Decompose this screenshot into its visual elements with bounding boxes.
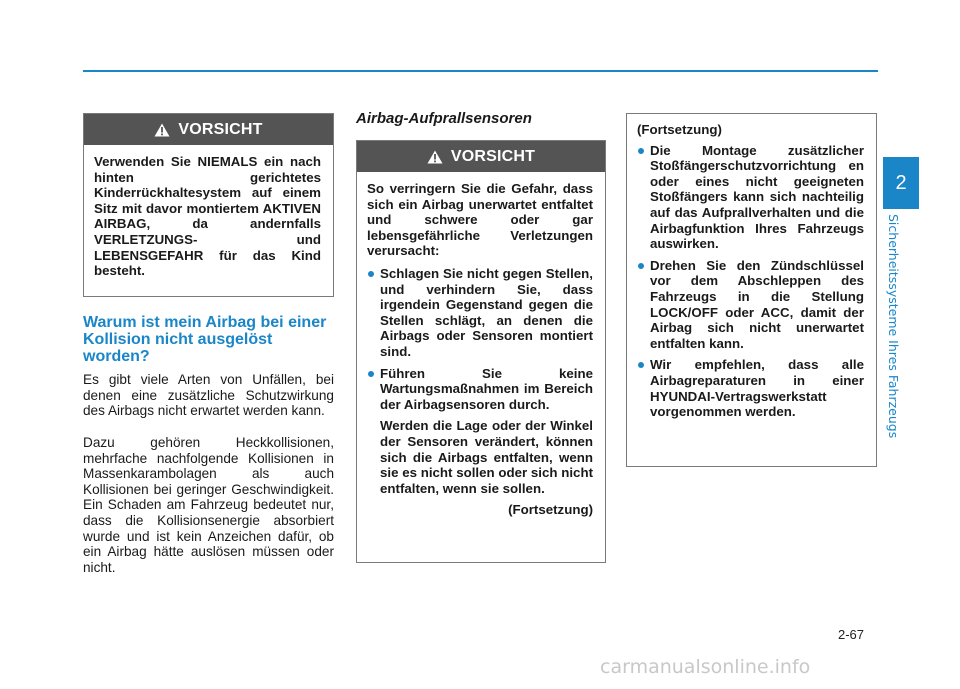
caution-body [84, 145, 333, 289]
caution-intro: So verringern Sie die Gefahr, dass sich ein Airbag unerwartet entfaltet und schwere oder gar lebensgefährliche Verletzungen verursacht: [367, 181, 593, 259]
caution-box-right [626, 113, 877, 467]
bullet-item: Führen Sie keine Wartungsmaßnahmen im Bereich der Airbagsensoren durch. [367, 366, 593, 413]
caution-text: Verwenden Sie NIEMALS ein nach hinten gerichtetes Kinderrückhaltesystem auf einem Sitz mit davor montiertem AKTIVEN AIRBAG, da andernfalls VERLETZUNGS- und LEBENSGEFAHR für das Kind besteht. [94, 154, 321, 279]
bullet-item: Drehen Sie den Zündschlüssel vor dem Abschleppen des Fahrzeugs in die Stellung LOCK/OFF oder ACC, damit der Airbag sich nicht unerwartet entfalten kann. [637, 258, 864, 352]
section-heading: Warum ist mein Airbag bei einer Kollision nicht ausgelöst worden? [83, 314, 327, 365]
chapter-number: 2 [895, 171, 907, 194]
subsection-heading: Airbag-Aufprallsensoren [356, 110, 532, 127]
caution-label: VORSICHT [450, 147, 536, 165]
warning-triangle-icon [427, 150, 443, 164]
continued-label: (Fortsetzung) [637, 122, 722, 137]
body-paragraph-1: Es gibt viele Arten von Unfällen, bei denen eine zusätzliche Schutzwirkung des Airbags nicht erwartet werden kann. [83, 372, 334, 419]
bullet-item: Die Montage zusätzlicher Stoßfängerschutzvorrichtung en oder eines nicht geeigneten Stoßfängers kann sich nachteilig auf das Aufprallverhalten und die Airbagfunktion Ihres Fahrzeugs auswirken. [637, 143, 864, 252]
caution-header [84, 114, 333, 145]
caution-bullet-list [637, 143, 864, 420]
caution-label: VORSICHT [178, 120, 263, 138]
bullet-item: Wir empfehlen, dass alle Airbagreparaturen in einer HYUNDAI-Vertragswerkstatt vorgenommen werden. [637, 357, 864, 419]
chapter-tab [883, 157, 919, 209]
bullet-item: Schlagen Sie nicht gegen Stellen, und verhindern Sie, dass irgendein Gegenstand gegen die Stellen schlägt, an denen die Airbags oder Sensoren montiert sind. [367, 266, 593, 360]
watermark: carmanualsonline.info [600, 656, 811, 678]
caution-bullet-list [367, 266, 593, 412]
caution-box-left [83, 113, 334, 297]
caution-header [357, 141, 605, 172]
top-rule [83, 70, 878, 72]
chapter-label: Sicherheitssysteme Ihres Fahrzeugs [886, 214, 901, 439]
body-paragraph-2: Dazu gehören Heckkollisionen, mehrfache nachfolgende Kollisionen in Massenkarambolagen als auch Kollisionen bei geringer Geschwindigkeit. Ein Schaden am Fahrzeug bedeutet nur, dass die Kollisionsenergie absorbiert wurde und ist kein Anzeichen dafür, ob ein Airbag hätte auslösen müssen oder nicht. [83, 435, 334, 575]
page-number: 2-67 [838, 627, 865, 642]
caution-body [627, 114, 876, 436]
warning-triangle-icon [154, 123, 170, 137]
caution-sub-paragraph: Werden die Lage oder der Winkel der Sensoren verändert, können sich die Airbags entfalten, wenn sie es nicht sollen oder sich nicht entfalten, wenn sie sollen. [380, 418, 593, 496]
continued-label: (Fortsetzung) [508, 502, 593, 518]
caution-box-middle [356, 140, 606, 563]
caution-body [357, 172, 605, 528]
